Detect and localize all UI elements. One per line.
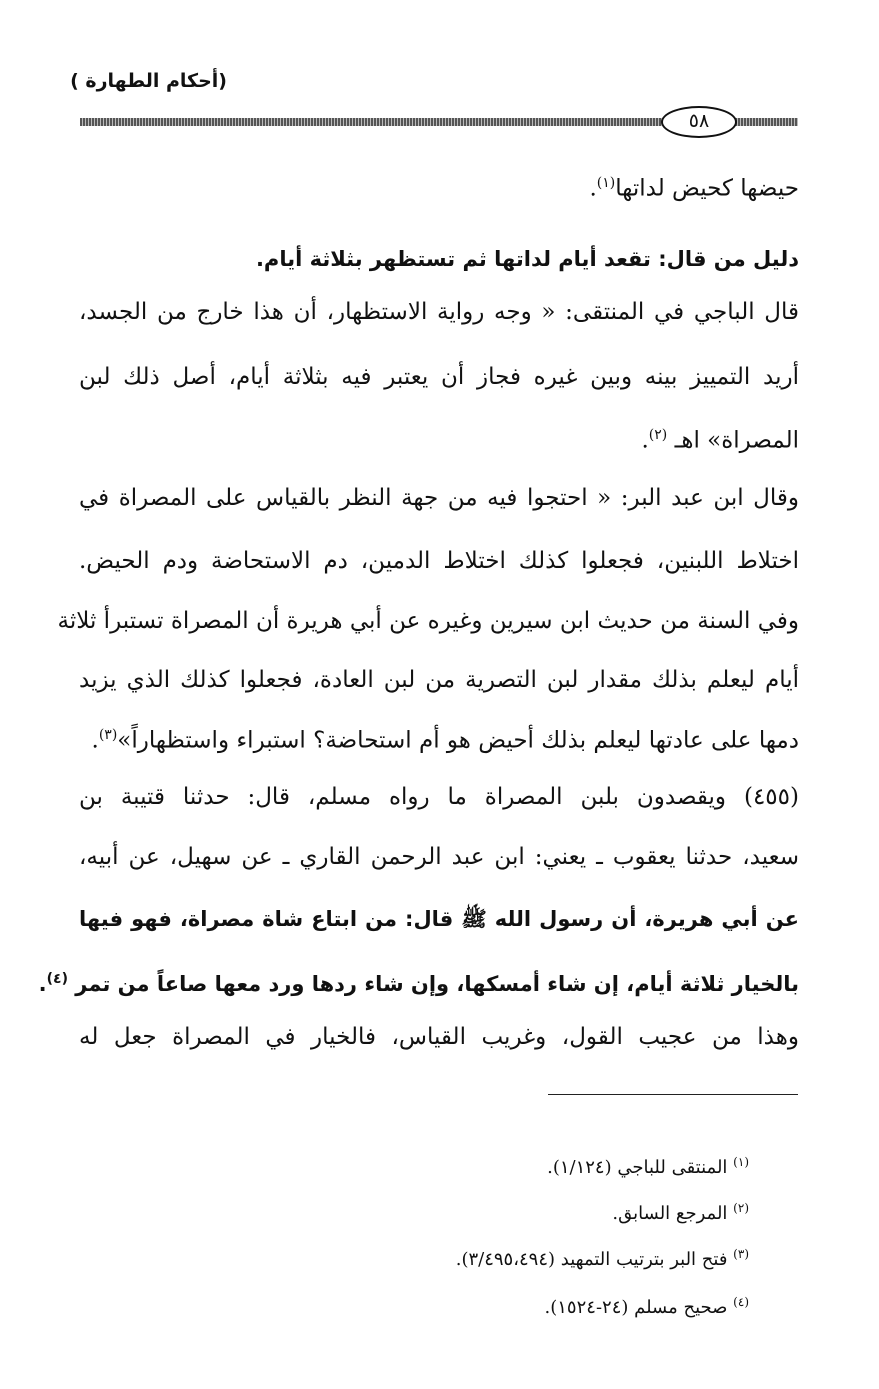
hadith-line-2	[39, 964, 799, 999]
footnote-1	[547, 1150, 749, 1180]
body-line-3: قال الباجي في المنتقى: « وجه رواية الاستظهار، أن هذا خارج من الجسد،	[79, 299, 799, 325]
footnote-number: (٣)	[733, 1247, 749, 1261]
body-text: المصراة» اهـ	[674, 427, 799, 454]
body-line-11: (٤٥٥) ويقصدون بلبن المصراة ما رواه مسلم، قال: حدثنا قتيبة بن	[79, 784, 799, 810]
header-rule-right	[732, 118, 798, 126]
footnote-number: (١)	[733, 1155, 749, 1169]
body-line-10	[92, 720, 799, 756]
body-text: دمها على عادتها ليعلم بذلك أحيض هو أم استحاضة؟ استبراء واستظهاراً»	[117, 727, 799, 754]
footnote-text: صحيح مسلم (٢٤-١٥٢٤).	[544, 1297, 728, 1318]
footnote-separator	[548, 1094, 798, 1095]
footnote-number: (٤)	[733, 1295, 749, 1309]
punctuation: .	[38, 972, 47, 996]
body-line-15: وهذا من عجيب القول، وغريب القياس، فالخيار في المصراة جعل له	[79, 1024, 799, 1050]
running-head-title: (أحكام الطهارة )	[70, 70, 227, 92]
footnote-text: المرجع السابق.	[612, 1203, 728, 1224]
body-line-5	[641, 420, 799, 456]
punctuation: .	[641, 427, 649, 454]
footnote-text: المنتقى للباجي (١/١٢٤).	[547, 1157, 728, 1178]
body-line-6: وقال ابن عبد البر: « احتجوا فيه من جهة النظر بالقياس على المصراة في	[79, 485, 799, 511]
footnote-3	[456, 1242, 749, 1272]
footnote-ref: (٣)	[98, 727, 118, 743]
body-text: بالخيار ثلاثة أيام، إن شاء أمسكها، وإن شاء ردها ورد معها صاعاً من تمر	[75, 972, 799, 996]
page-number: ٥٨	[661, 106, 737, 138]
footnote-2	[612, 1196, 749, 1226]
footnote-text: فتح البر بترتيب التمهيد (٣/٤٩٥،٤٩٤).	[455, 1249, 728, 1270]
section-heading: دليل من قال: تقعد أيام لداتها ثم تستظهر بثلاثة أيام.	[255, 247, 799, 271]
body-line-7: اختلاط اللبنين، فجعلوا كذلك اختلاط الدمين، دم الاستحاضة ودم الحيض.	[79, 548, 799, 574]
body-line-1	[589, 168, 799, 204]
punctuation: .	[589, 175, 597, 202]
footnote-number: (٢)	[733, 1201, 749, 1215]
footnote-ref: (٤)	[46, 971, 68, 987]
hadith-line-1: عن أبي هريرة، أن رسول الله ﷺ قال: من ابتاع شاة مصراة، فهو فيها	[79, 907, 799, 931]
footnote-ref: (٢)	[648, 427, 668, 443]
body-line-9: أيام ليعلم بذلك مقدار لبن التصرية من لبن العادة، فجعلوا كذلك الذي يزيد	[79, 667, 799, 693]
body-text: حيضها كحيض لداتها	[615, 175, 799, 202]
footnote-ref: (١)	[596, 175, 616, 191]
footnote-4	[545, 1290, 749, 1320]
punctuation: .	[91, 727, 99, 754]
body-line-8: وفي السنة من حديث ابن سيرين وغيره عن أبي هريرة أن المصراة تستبرأ ثلاثة	[57, 608, 799, 634]
body-line-4: أريد التمييز بينه وبين غيره فجاز أن يعتبر فيه بثلاثة أيام، أصل ذلك لبن	[79, 364, 799, 390]
header-rule-left	[80, 118, 662, 126]
body-line-12: سعيد، حدثنا يعقوب ـ يعني: ابن عبد الرحمن القاري ـ عن سهيل، عن أبيه،	[79, 844, 799, 870]
